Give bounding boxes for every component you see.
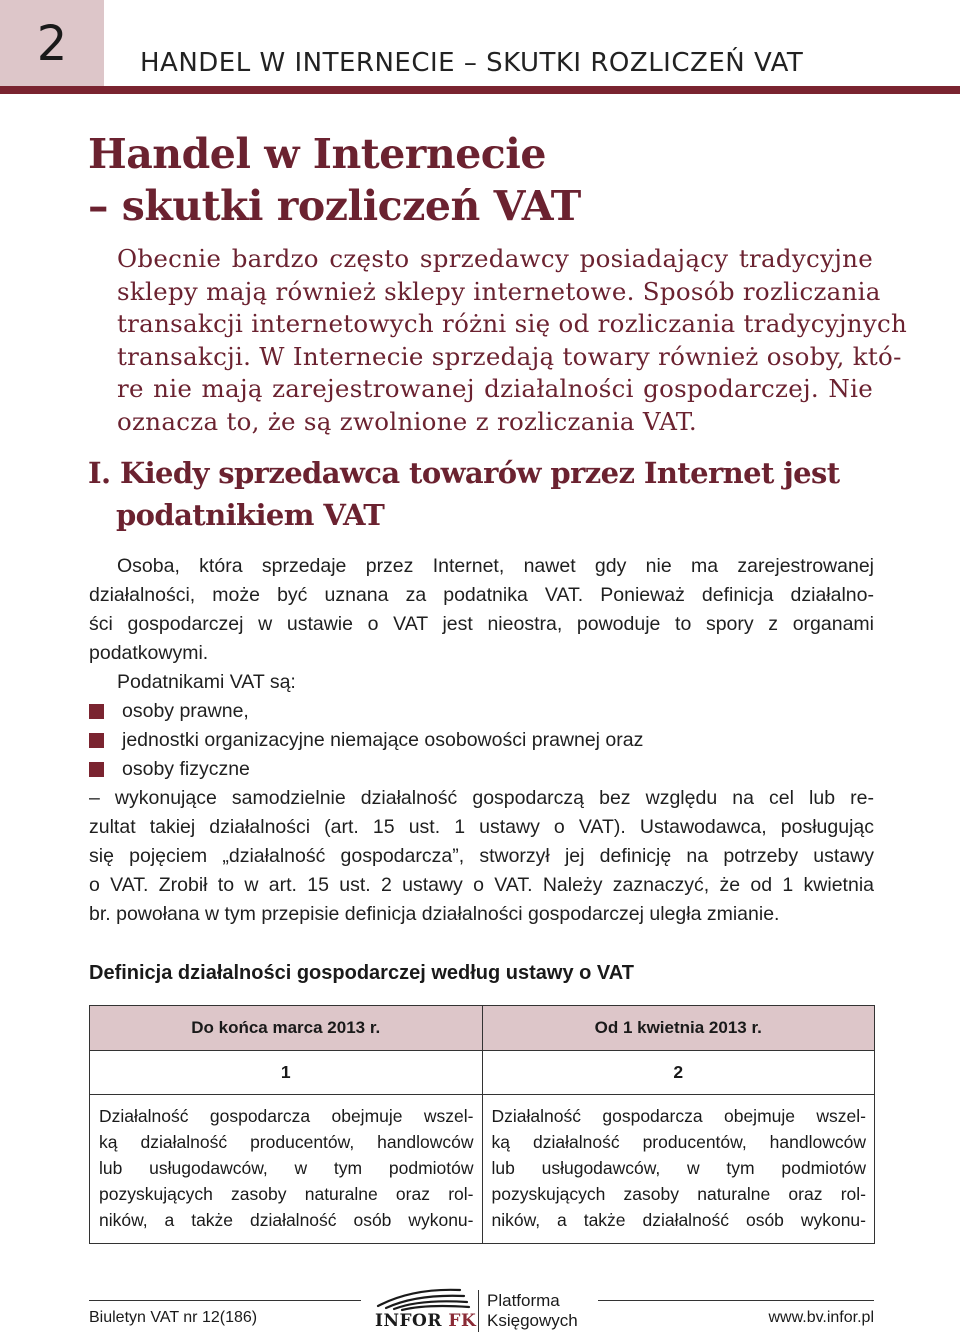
column-number: 1 — [90, 1051, 483, 1095]
platform-line-1: Platforma — [487, 1291, 560, 1310]
chapter-number: 2 — [36, 16, 68, 72]
lead-paragraph — [117, 243, 908, 439]
square-bullet-icon — [89, 762, 104, 777]
cell-line: ką działalność producentów, handlowców — [99, 1132, 474, 1152]
website-url: www.bv.infor.pl — [768, 1309, 874, 1326]
list-item-label: osoby fizyczne — [122, 758, 250, 780]
square-bullet-icon — [89, 704, 104, 719]
cell-line: ników, a także działalność osób wykonu- — [99, 1210, 474, 1230]
cell-line: Działalność gospodarcza obejmuje wszel- — [99, 1106, 474, 1126]
platform-line-2: Księgowych — [487, 1311, 578, 1330]
paragraph-line: Osoba, która sprzedaje przez Internet, nawet gdy nie ma zarejestrowanej — [117, 555, 874, 577]
footer-rule — [598, 1300, 874, 1301]
table-title: Definicja działalności gospodarczej według ustawy o VAT — [89, 962, 634, 984]
paragraph-line: ści gospodarczej w ustawie o VAT jest nieostra, powoduje to spory z organami — [89, 613, 874, 635]
platform-name — [487, 1291, 578, 1331]
paragraph-line: się pojęciem „działalność gospodarcza”, stworzył jej definicję na potrzeby ustawy — [89, 845, 874, 867]
list-item — [89, 697, 874, 726]
publication-name: Biuletyn VAT nr 12(186) — [89, 1309, 258, 1326]
list-item — [89, 726, 874, 755]
header-rule — [0, 86, 960, 94]
paragraph-line: o VAT. Zrobił to w art. 15 ust. 2 ustawy o VAT. Należy zaznaczyć, że od 1 kwietnia — [89, 874, 874, 896]
cell-line: ników, a także działalność osób wykonu- — [491, 1210, 866, 1230]
list-item-label: jednostki organizacyjne niemające osobowości prawnej oraz — [122, 729, 644, 751]
table-header-cell: Do końca marca 2013 r. — [90, 1006, 483, 1051]
definition-table — [89, 1005, 875, 1244]
column-number: 2 — [482, 1051, 875, 1095]
table-header-cell: Od 1 kwietnia 2013 r. — [482, 1006, 875, 1051]
list-intro: Podatnikami VAT są: — [117, 671, 296, 693]
footer-rule — [89, 1300, 361, 1301]
table-row — [90, 1095, 875, 1244]
lead-line: sklepy mają również sklepy internetowe. Sposób rozliczania — [117, 276, 881, 306]
paragraph-line: podatkowymi. — [89, 642, 209, 664]
lead-line: transakcji internetowych różni się od rozliczania tradycyjnych — [117, 309, 908, 339]
section-heading — [88, 452, 840, 536]
page-title — [88, 128, 581, 232]
paragraph-line: zultat takiej działalności (art. 15 ust. 1 ustawy o VAT). Ustawodawca, posługując — [89, 816, 874, 838]
list-item — [89, 755, 874, 784]
table-cell — [482, 1095, 875, 1244]
paragraph-line: działalności, może być uznana za podatnika VAT. Ponieważ definicja działalno- — [89, 584, 874, 606]
chapter-title: HANDEL W INTERNECIE – SKUTKI ROZLICZEŃ VAT — [140, 48, 804, 78]
section-heading-line-2: podatnikiem VAT — [116, 498, 385, 532]
cell-line: Działalność gospodarcza obejmuje wszel- — [491, 1106, 866, 1126]
table-header-row — [90, 1006, 875, 1051]
page-title-line-1: Handel w Internecie — [88, 130, 546, 178]
cell-line: ką działalność producentów, handlowców — [491, 1132, 866, 1152]
paragraph-line: br. powołana w tym przepisie definicja działalności gospodarczej uległa zmianie. — [89, 903, 780, 925]
page-title-line-2: – skutki rozliczeń VAT — [88, 182, 581, 230]
logo-fk-text: FK — [448, 1311, 477, 1331]
lead-line: Obecnie bardzo często sprzedawcy posiadający tradycyjne — [117, 244, 873, 273]
lead-line: re nie mają zarejestrowanej działalności gospodarczej. Nie — [117, 374, 873, 404]
paragraph-line: – wykonujące samodzielnie działalność gospodarczą bez względu na cel lub re- — [89, 787, 874, 809]
cell-line: lub usługodawców, w tym podmiotów — [99, 1158, 474, 1178]
list-item-label: osoby prawne, — [122, 700, 249, 722]
table-cell — [90, 1095, 483, 1244]
logo-infor-text: INFOR — [375, 1311, 442, 1331]
infor-fk-logo — [375, 1311, 476, 1331]
cell-line: lub usługodawców, w tym podmiotów — [491, 1158, 866, 1178]
lead-line: transakcji. W Internecie sprzedają towary również osoby, któ- — [117, 341, 902, 371]
square-bullet-icon — [89, 733, 104, 748]
cell-line: pozyskujących zasoby naturalne oraz rol- — [491, 1184, 866, 1204]
lead-line: oznacza to, że są zwolnione z rozliczania VAT. — [117, 406, 697, 436]
paragraph-1 — [89, 552, 874, 929]
cell-line: pozyskujących zasoby naturalne oraz rol- — [99, 1184, 474, 1204]
logo-separator — [478, 1290, 479, 1332]
section-heading-line-1: I. Kiedy sprzedawca towarów przez Internet jest — [88, 456, 840, 490]
table-row — [90, 1051, 875, 1095]
